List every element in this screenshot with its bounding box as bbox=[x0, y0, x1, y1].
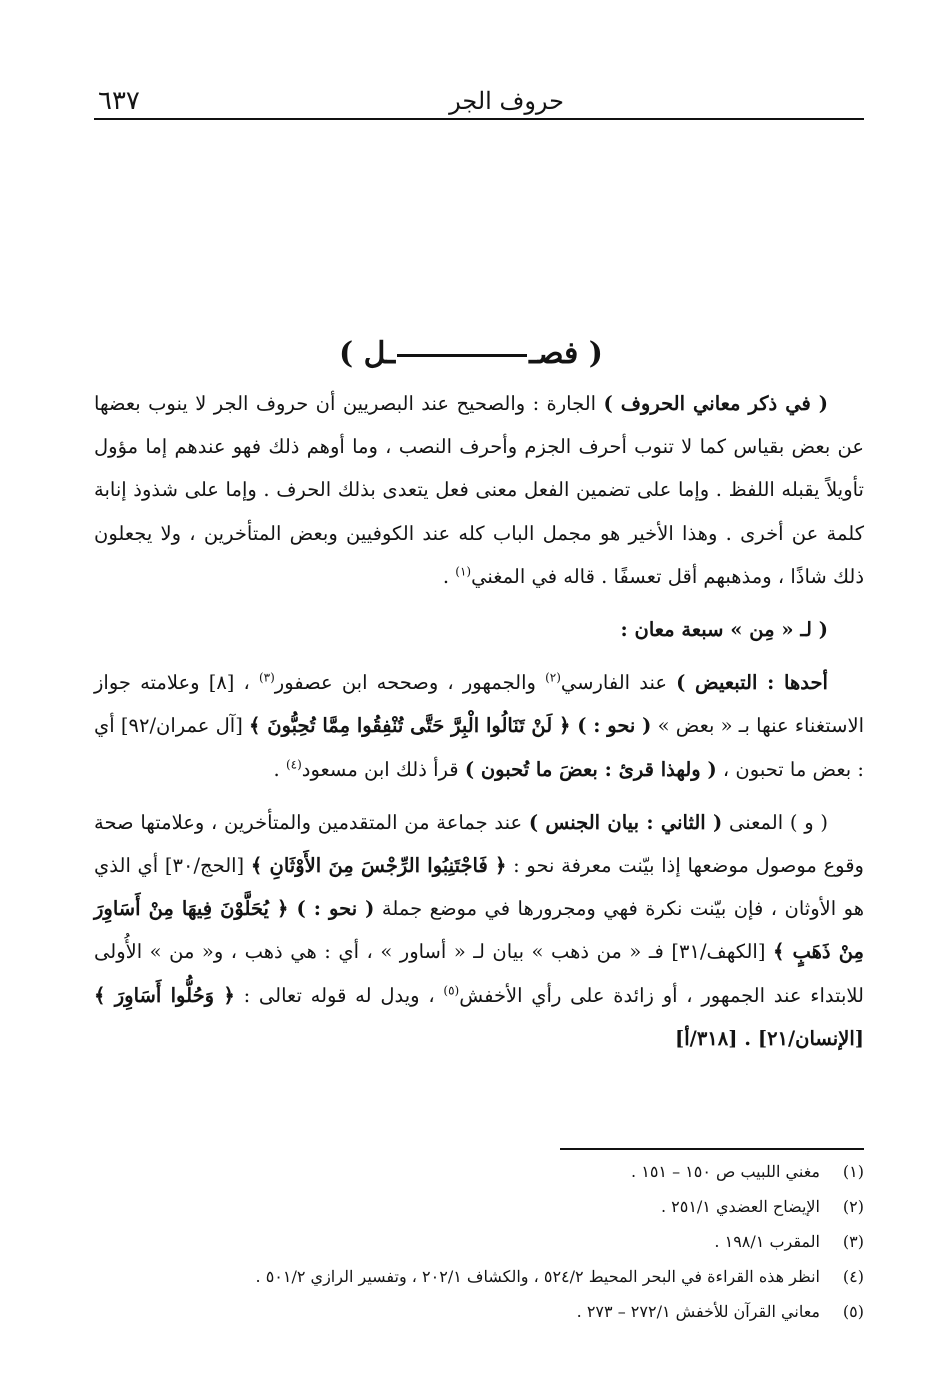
footnote-item bbox=[94, 1189, 864, 1224]
paragraph-lead: أحدها : التبعيض ) bbox=[676, 671, 828, 695]
heading-word-end: ـل bbox=[363, 336, 396, 371]
footnote-number: (٥) bbox=[842, 1302, 864, 1321]
footnote-ref: (٥) bbox=[443, 983, 460, 998]
quran-quote: ﴿ يُحَلَّوْنَ فِيهَا مِنْ أَسَاوِرَ مِنْ ذَهَبٍ ﴾ bbox=[94, 897, 864, 964]
footnote-number: (٣) bbox=[842, 1232, 864, 1251]
quran-quote: ﴿ وَحُلُّوا أَسَاوِرَ ﴾ bbox=[94, 983, 235, 1007]
footnote-item bbox=[94, 1154, 864, 1189]
footnote-text: المقرب ١٩٨/١ . bbox=[714, 1232, 820, 1251]
paragraph-text: [الحج/٣٠] أي الذي هو الأوثان ، فإن بيّنت نكرة فهي ومجرورها في موضع جملة bbox=[94, 854, 864, 921]
heading-kashida-line bbox=[397, 354, 527, 357]
footnote-number: (٤) bbox=[842, 1267, 864, 1286]
quran-quote: ﴿ فَاجْتَنِبُوا الرِّجْسَ مِنَ الأَوْثَانِ ﴾ bbox=[250, 854, 507, 878]
paragraph-text: عند الفارسي bbox=[560, 671, 677, 695]
footnote-text: انظر هذه القراءة في البحر المحيط ٥٢٤/٢ ، والكشاف ٢٠٢/١ ، وتفسير الرازي ٥٠١/٢ . bbox=[255, 1267, 820, 1286]
footnote-text: الإيضاح العضدي ٢٥١/١ . bbox=[660, 1197, 820, 1216]
paragraph-text: [آل عمران/٩٢] أي : بعض ما تحبون ، bbox=[94, 714, 864, 781]
footnote-ref: (٤) bbox=[285, 757, 302, 772]
paragraph-meaning-2 bbox=[94, 801, 864, 1060]
paragraph-text: ، ويدل له قوله تعالى : bbox=[234, 983, 444, 1007]
paragraph-text: قرأ ذلك ابن مسعود bbox=[301, 757, 465, 781]
paragraph-lead: ( الثاني : بيان الجنس ) bbox=[528, 810, 723, 834]
paragraph-end: . bbox=[442, 564, 456, 588]
footnotes bbox=[94, 1154, 864, 1329]
paragraph-text: عند جماعة من المتقدمين والمتأخرين ، وعلامتها صحة وقوع موصول موضعها إذا بيّنت معرفة نحو : bbox=[94, 810, 864, 878]
footnote-number: (١) bbox=[842, 1162, 864, 1181]
heading-open-paren: ( bbox=[588, 336, 603, 371]
paragraph-lead: ( ولهذا قرئ : بعضَ ما تُحبون ) bbox=[464, 757, 717, 781]
footnote-divider bbox=[560, 1148, 864, 1150]
footnote-number: (٢) bbox=[842, 1197, 864, 1216]
footnote-ref: (٢) bbox=[545, 670, 561, 685]
paragraph-end: . bbox=[273, 757, 286, 781]
paragraph-text: ، [٨] وعلامته جواز الاستغناء عنها بـ « بعض » bbox=[94, 671, 864, 738]
footnote-item bbox=[94, 1259, 864, 1294]
paragraph-text: [الإنسان/٢١] . [٣١٨/أ] bbox=[675, 1026, 864, 1050]
paragraph-lead: ( في ذكر معاني الحروف ) bbox=[603, 392, 828, 415]
example-marker: ( نحو : ) bbox=[296, 897, 375, 921]
running-title: حروف الجر bbox=[449, 87, 564, 115]
quran-quote: ﴿ لَنْ تَنَالُوا الْبِرَّ حَتَّى تُنْفِقُوا مِمَّا تُحِبُّونَ ﴾ bbox=[249, 714, 578, 738]
footnote-item bbox=[94, 1294, 864, 1329]
paragraph-intro bbox=[94, 382, 864, 598]
footnote-ref: (١) bbox=[455, 564, 472, 579]
section-heading bbox=[0, 332, 942, 376]
paragraph-text: [الكهف/٣١] فـ « من ذهب » بيان لـ « أساور » ، أي : هي ذهب ، و« من » الأُولى للابتداء عند الجمهور ، أو زائدة على رأي الأخفش bbox=[94, 940, 865, 1007]
footnote-text: مغني اللبيب ص ١٥٠ – ١٥١ . bbox=[631, 1162, 820, 1181]
paragraph-meaning-1 bbox=[94, 661, 864, 791]
heading-close-paren: ) bbox=[339, 336, 354, 371]
example-marker: ( نحو : ) bbox=[577, 714, 652, 738]
footnote-text: معاني القرآن للأخفش ٢٧٢/١ – ٢٧٣ . bbox=[576, 1302, 820, 1321]
footnote-ref: (٣) bbox=[258, 670, 275, 685]
body-text bbox=[94, 382, 864, 1060]
running-header bbox=[94, 84, 864, 120]
paragraph-min-meanings: ( لـ « مِن » سبعة معان : bbox=[620, 618, 828, 642]
paragraph-text: الجارة : والصحيح عند البصريين أن حروف الجر لا ينوب بعضها عن بعض بقياس كما لا تنوب أحرف الجزم وأحرف النصب ، وما أوهم ذلك فهو عندهم إما مؤول تأويلاً يقبله اللفظ . وإما على تضمين الفعل معنى فعل يتعدى بذلك الحرف . وإما على شذوذ إنابة كلمة عن أخرى . وهذا الأخير هو مجمل الباب كله عند الكوفيين وبعض المتأخرين ، ولا يجعلون ذلك شاذًا ، ومذهبهم أقل تعسفًا . قاله في المغني bbox=[94, 392, 864, 588]
heading-word-start: فصـ bbox=[529, 336, 579, 371]
paragraph-text: والجمهور ، وصححه ابن عصفور bbox=[274, 671, 546, 695]
page-number: ٦٣٧ bbox=[98, 86, 140, 116]
footnote-item bbox=[94, 1224, 864, 1259]
paragraph-text: ( و ) المعنى bbox=[722, 810, 828, 834]
